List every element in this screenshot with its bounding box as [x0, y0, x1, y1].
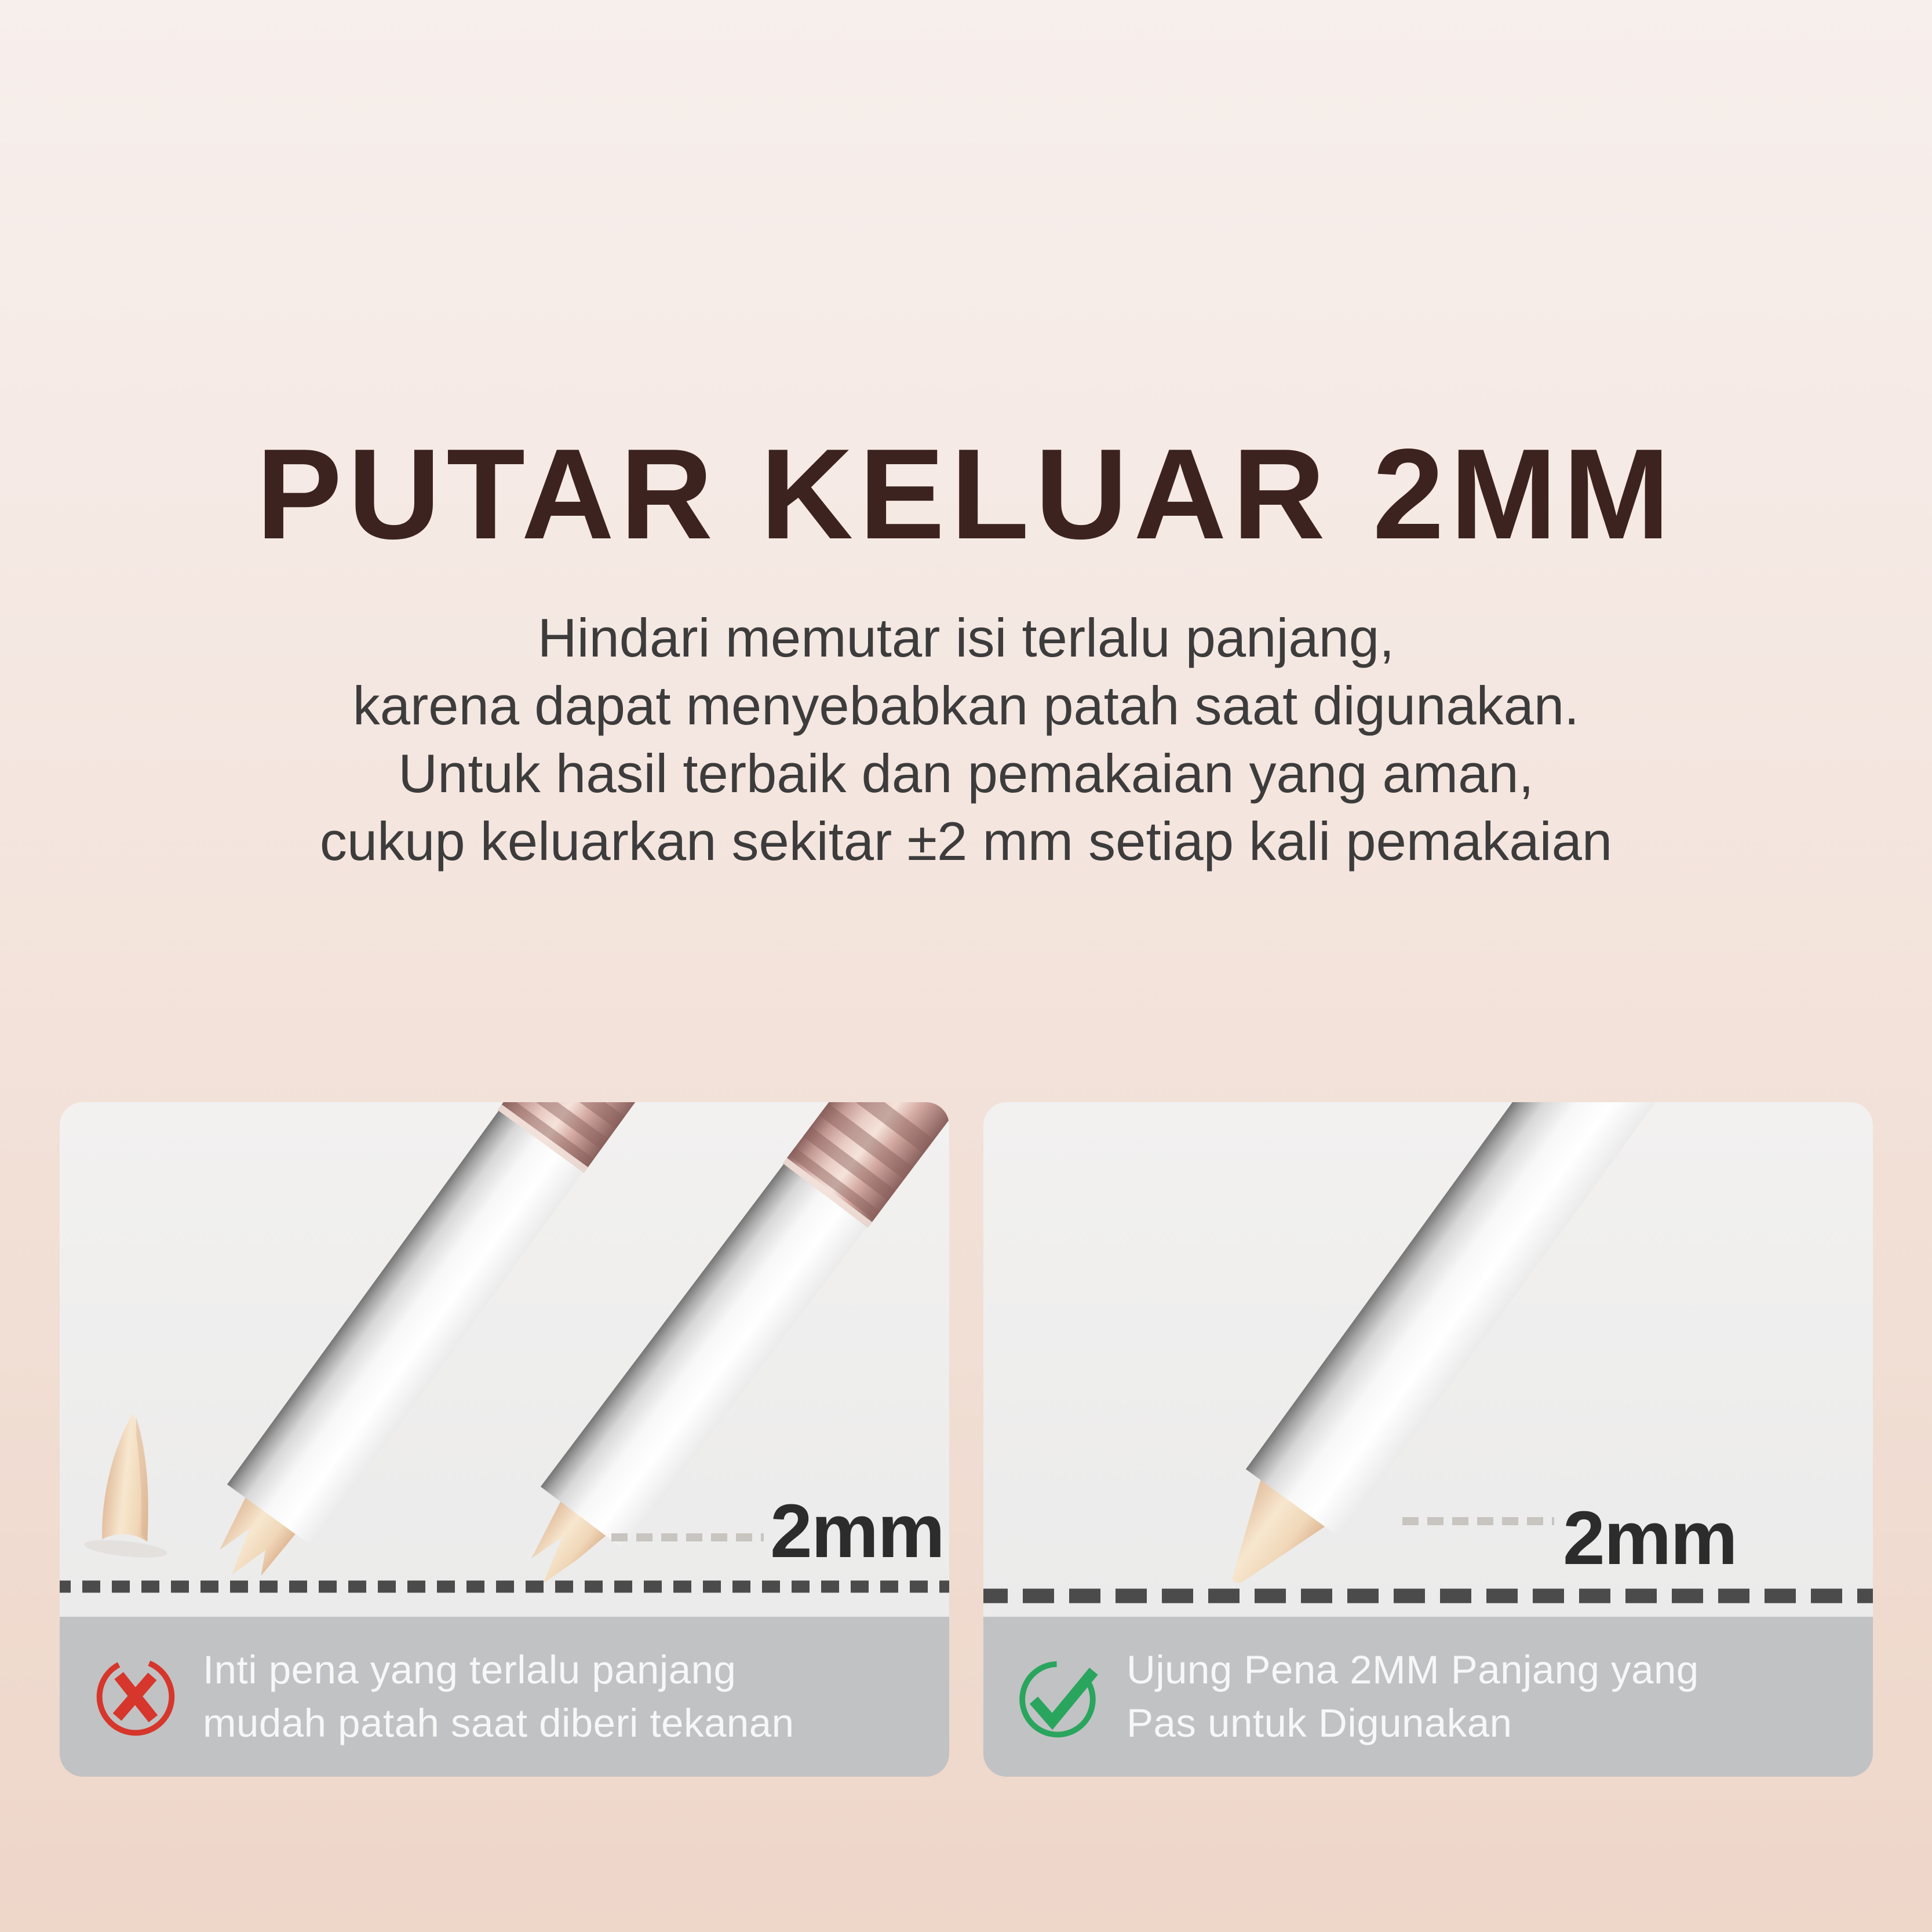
intro-line: Hindari memutar isi terlalu panjang,: [537, 607, 1395, 668]
sharp-pencil-photo: [983, 1102, 1873, 1617]
cross-icon: [92, 1653, 180, 1741]
page-title: PUTAR KELUAR 2MM: [256, 422, 1676, 566]
check-icon: [1015, 1653, 1103, 1741]
wrong-usage-panel: [60, 1102, 949, 1777]
correct-usage-panel: [983, 1102, 1873, 1777]
sharp-pencil-illustration: [983, 1102, 1873, 1617]
intro-text: [0, 604, 1932, 875]
intro-line: karena dapat menyebabkan patah saat digunakan.: [352, 675, 1580, 736]
caption-line: mudah patah saat diberi tekanan: [203, 1701, 794, 1745]
caption-line: Pas untuk Digunakan: [1127, 1701, 1512, 1745]
approval-caption-bar: [983, 1617, 1873, 1777]
measure-label: 2mm: [1563, 1495, 1737, 1580]
caption-text: [1127, 1643, 1699, 1750]
caption-line: Inti pena yang terlalu panjang: [203, 1647, 737, 1692]
caption-text: [203, 1643, 794, 1750]
intro-line: cukup keluarkan sekitar ±2 mm setiap kali pemakaian: [319, 811, 1613, 872]
broken-tip-shard: [83, 1410, 181, 1561]
caption-line: Ujung Pena 2MM Panjang yang: [1127, 1647, 1699, 1692]
intro-line: Untuk hasil terbaik dan pemakaian yang aman,: [398, 743, 1534, 804]
measure-label: 2mm: [770, 1488, 944, 1573]
broken-pencils-photo: [60, 1102, 949, 1617]
warning-caption-bar: [60, 1617, 949, 1777]
